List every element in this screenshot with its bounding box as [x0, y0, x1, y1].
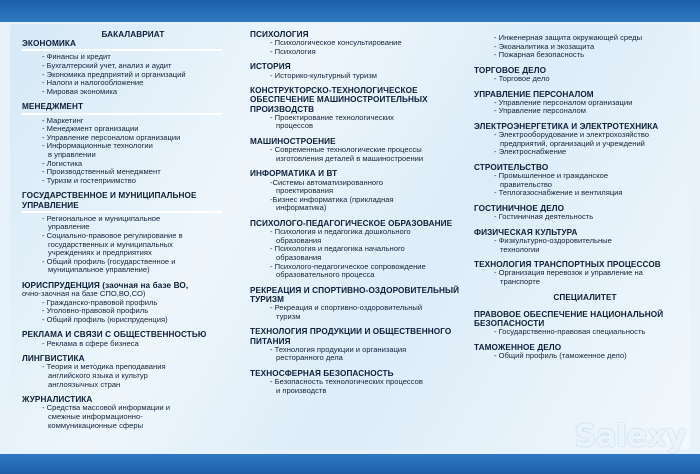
section-title: ГОСУДАРСТВЕННОЕ И МУНИЦИПАЛЬНОЕ УПРАВЛЕНИЕ [22, 191, 197, 210]
list-item: проектирования [276, 186, 334, 196]
section-hotel [474, 204, 696, 222]
list-item: - Психология и педагогика начального [270, 244, 405, 254]
list-item: - Рекреация и спортивно-оздоровительный [270, 303, 423, 313]
list-item: предприятий, организаций и учреждений [500, 138, 645, 148]
section-title: ИСТОРИЯ [250, 62, 291, 72]
section-safety [250, 369, 472, 395]
section-title: ТАМОЖЕННОЕ ДЕЛО [474, 342, 562, 352]
list-item: смежные информационно- [48, 412, 143, 422]
section-sport [474, 228, 696, 254]
list-item: - Средства массовой информации и [42, 403, 171, 413]
list-item: - Производственный менеджмент [42, 167, 161, 177]
list-item: образования [276, 252, 322, 262]
section-title: УПРАВЛЕНИЕ ПЕРСОНАЛОМ [474, 89, 594, 99]
list-item: - Психологическое консультирование [270, 38, 402, 48]
section-transport [474, 260, 696, 286]
section-title: ТОРГОВОЕ ДЕЛО [474, 65, 547, 75]
list-item: в управлении [48, 149, 96, 159]
section-title: МАШИНОСТРОЕНИЕ [250, 136, 336, 146]
list-item: учреждениях и предприятиях [48, 248, 152, 258]
list-item: английского языка и культур [48, 371, 148, 381]
list-item: - Гражданско-правовой профиль [42, 297, 158, 307]
list-item: информатика) [276, 203, 327, 213]
list-item: - Мировая экономика [42, 86, 118, 96]
section-psychology [250, 30, 472, 56]
list-item: - Современные технологические процессы [270, 145, 422, 155]
bottom-banner [0, 454, 700, 474]
section-design [250, 86, 472, 131]
section-title: ТЕХНОЛОГИЯ ТРАНСПОРТНЫХ ПРОЦЕССОВ [474, 260, 661, 270]
watermark-logo: Salexy [574, 419, 686, 454]
list-item: - Электроснабжение [494, 147, 567, 157]
list-item: - Бухгалтерский учет, анализ и аудит [42, 61, 172, 70]
section-title: ЭЛЕКТРОЭНЕРГЕТИКА И ЭЛЕКТРОТЕХНИКА [474, 121, 659, 131]
section-title: ЛИНГВИСТИКА [22, 354, 85, 364]
section-journalism [22, 395, 244, 430]
list-item: и производств [276, 385, 327, 395]
list-item: - Промышленное и гражданское [494, 171, 609, 181]
list-item: технологии [500, 244, 540, 254]
section-title: СТРОИТЕЛЬСТВО [474, 162, 549, 172]
section-title: ГОСТИНИЧНОЕ ДЕЛО [474, 203, 565, 213]
list-item: - Менеджмент организации [42, 124, 139, 134]
list-item: - Пожарная безопасность [494, 50, 585, 60]
section-informatics [250, 169, 472, 213]
list-item: - Физкультурно-оздоровительные [494, 235, 612, 245]
list-item: - Управление персоналом организации [42, 132, 181, 142]
list-item: правительство [500, 179, 553, 189]
list-item: - Общий профиль (юриспруденция) [42, 314, 168, 324]
section-power [474, 122, 696, 157]
top-banner [0, 0, 700, 22]
section-title: ЮРИСПРУДЕНЦИЯ (заочная на базе ВО, [22, 280, 189, 290]
list-item: - Туризм и гостеприимство [42, 175, 136, 185]
section-legal-security [474, 310, 696, 337]
list-item: муниципальное управление) [48, 265, 150, 275]
list-item: - Социально-правовое регулирование в [42, 230, 183, 240]
list-item: - Финансы и кредит [42, 52, 111, 62]
bachelor-heading: БАКАЛАВРИАТ [101, 30, 165, 39]
list-item: - Экономика предприятий и организаций [42, 69, 186, 79]
list-item: - Технология продукции и организация [270, 344, 407, 354]
section-customs [474, 343, 696, 361]
list-item: ресторанного дела [276, 353, 343, 363]
list-item: - Маркетинг [42, 115, 84, 125]
list-item: туризм [276, 311, 301, 321]
list-item: - Общий профиль (государственное и [42, 256, 176, 266]
list-item: - Общий профиль (таможенное дело) [494, 350, 627, 360]
section-history [250, 62, 472, 80]
list-item: - Инженерная защита окружающей среды [494, 33, 643, 42]
divider [22, 113, 222, 115]
list-item: - Электрооборудование и электрохозяйство [494, 130, 649, 140]
list-item: - Психология [270, 46, 316, 56]
section-title: ЖУРНАЛИСТИКА [22, 395, 93, 405]
list-item: - Проектирование технологических [270, 112, 394, 122]
section-title: РЕКРЕАЦИЯ И СПОРТИВНО-ОЗДОРОВИТЕЛЬНЫЙ ТУРИЗМ [250, 285, 460, 304]
list-item: управление [48, 222, 90, 232]
list-item: - Региональное и муниципальное [42, 213, 161, 223]
section-title: ПСИХОЛОГИЯ [250, 30, 309, 39]
specialty-heading: СПЕЦИАЛИТЕТ [553, 292, 617, 302]
list-item: - Организация перевозок и управление на [494, 268, 643, 278]
section-title: КОНСТРУКТОРСКО-ТЕХНОЛОГИЧЕСКОЕ ОБЕСПЕЧЕНИЕ МАШИНОСТРОИТЕЛЬНЫХ ПРОИЗВОДСТВ [250, 86, 428, 114]
section-title: ТЕХНОЛОГИЯ ПРОДУКЦИИ И ОБЩЕСТВЕННОГО ПИТАНИЯ [250, 327, 452, 346]
list-item: - Теория и методика преподавания [42, 362, 166, 372]
section-recreation [250, 286, 472, 322]
section-mechanical [250, 137, 472, 163]
section-title: ТЕХНОСФЕРНАЯ БЕЗОПАСНОСТЬ [250, 368, 394, 378]
list-item: - Налоги и налогообложение [42, 78, 144, 88]
section-hr [474, 90, 696, 116]
list-item: образовательного процесса [276, 270, 375, 280]
list-item: - Экоаналитика и экозащита [494, 41, 595, 51]
column-middle [250, 30, 472, 401]
list-item: - Управление персоналом [494, 106, 587, 116]
section-subtitle: очно-заочная на базе СПО,ВО,СО) [22, 289, 146, 299]
section-title: МЕНЕДЖМЕНТ [22, 102, 84, 112]
divider [22, 211, 222, 213]
list-item: образования [276, 235, 322, 245]
list-item: государственных и муниципальных [48, 239, 173, 249]
section-title: РЕКЛАМА И СВЯЗИ С ОБЩЕСТВЕННОСТЬЮ [22, 330, 207, 340]
list-item: - Реклама в сфере бизнеса [42, 338, 139, 348]
list-item: - Уголовно-правовой профиль [42, 306, 149, 316]
list-item: - Логистика [42, 158, 83, 168]
column-left [22, 30, 244, 436]
section-title: ИНФОРМАТИКА И ВТ [250, 169, 338, 179]
section-linguistics [22, 354, 244, 389]
list-item: англоязычных стран [48, 379, 121, 389]
list-item: процессов [276, 121, 313, 131]
list-item: - Информационные технологии [42, 141, 153, 151]
divider [22, 49, 222, 51]
list-item: - Психология и педагогика дошкольного [270, 227, 411, 237]
section-construction [474, 163, 696, 198]
section-title: ФИЗИЧЕСКАЯ КУЛЬТУРА [474, 227, 578, 237]
list-item: - Историко-культурный туризм [270, 70, 377, 80]
column-right [474, 34, 696, 367]
list-item: - Психолого-педагогическое сопровождение [270, 261, 426, 271]
section-management [22, 102, 244, 185]
section-title: ПРАВОВОЕ ОБЕСПЕЧЕНИЕ НАЦИОНАЛЬНОЙ БЕЗОПАСНОСТИ [474, 309, 664, 328]
list-item: -Бизнес информатика (прикладная [270, 194, 394, 204]
section-ecology [474, 34, 696, 60]
section-pedagogy [250, 219, 472, 280]
section-pr [22, 330, 244, 348]
list-item: - Управление персоналом организации [494, 97, 633, 107]
list-item: - Безопасность технологических процессов [270, 377, 423, 387]
section-title: ПСИХОЛОГО-ПЕДАГОГИЧЕСКОЕ ОБРАЗОВАНИЕ [250, 218, 453, 228]
list-item: - Теплогазоснабжение и вентиляция [494, 188, 623, 198]
section-economics [22, 39, 244, 96]
list-item: - Государственно-правовая специальность [494, 327, 646, 337]
list-item: - Гостиничная деятельность [494, 212, 594, 222]
section-title: ЭКОНОМИКА [22, 39, 76, 49]
list-item: транспорте [500, 276, 540, 286]
section-trade [474, 66, 696, 84]
list-item: -Системы автоматизированного [270, 177, 383, 187]
section-food [250, 327, 472, 363]
section-gmu [22, 191, 244, 275]
section-law [22, 281, 244, 325]
list-item: коммуникационные сферы [48, 420, 144, 430]
list-item: - Торговое дело [494, 73, 550, 83]
list-item: изготовления деталей в машиностроении [276, 153, 424, 163]
